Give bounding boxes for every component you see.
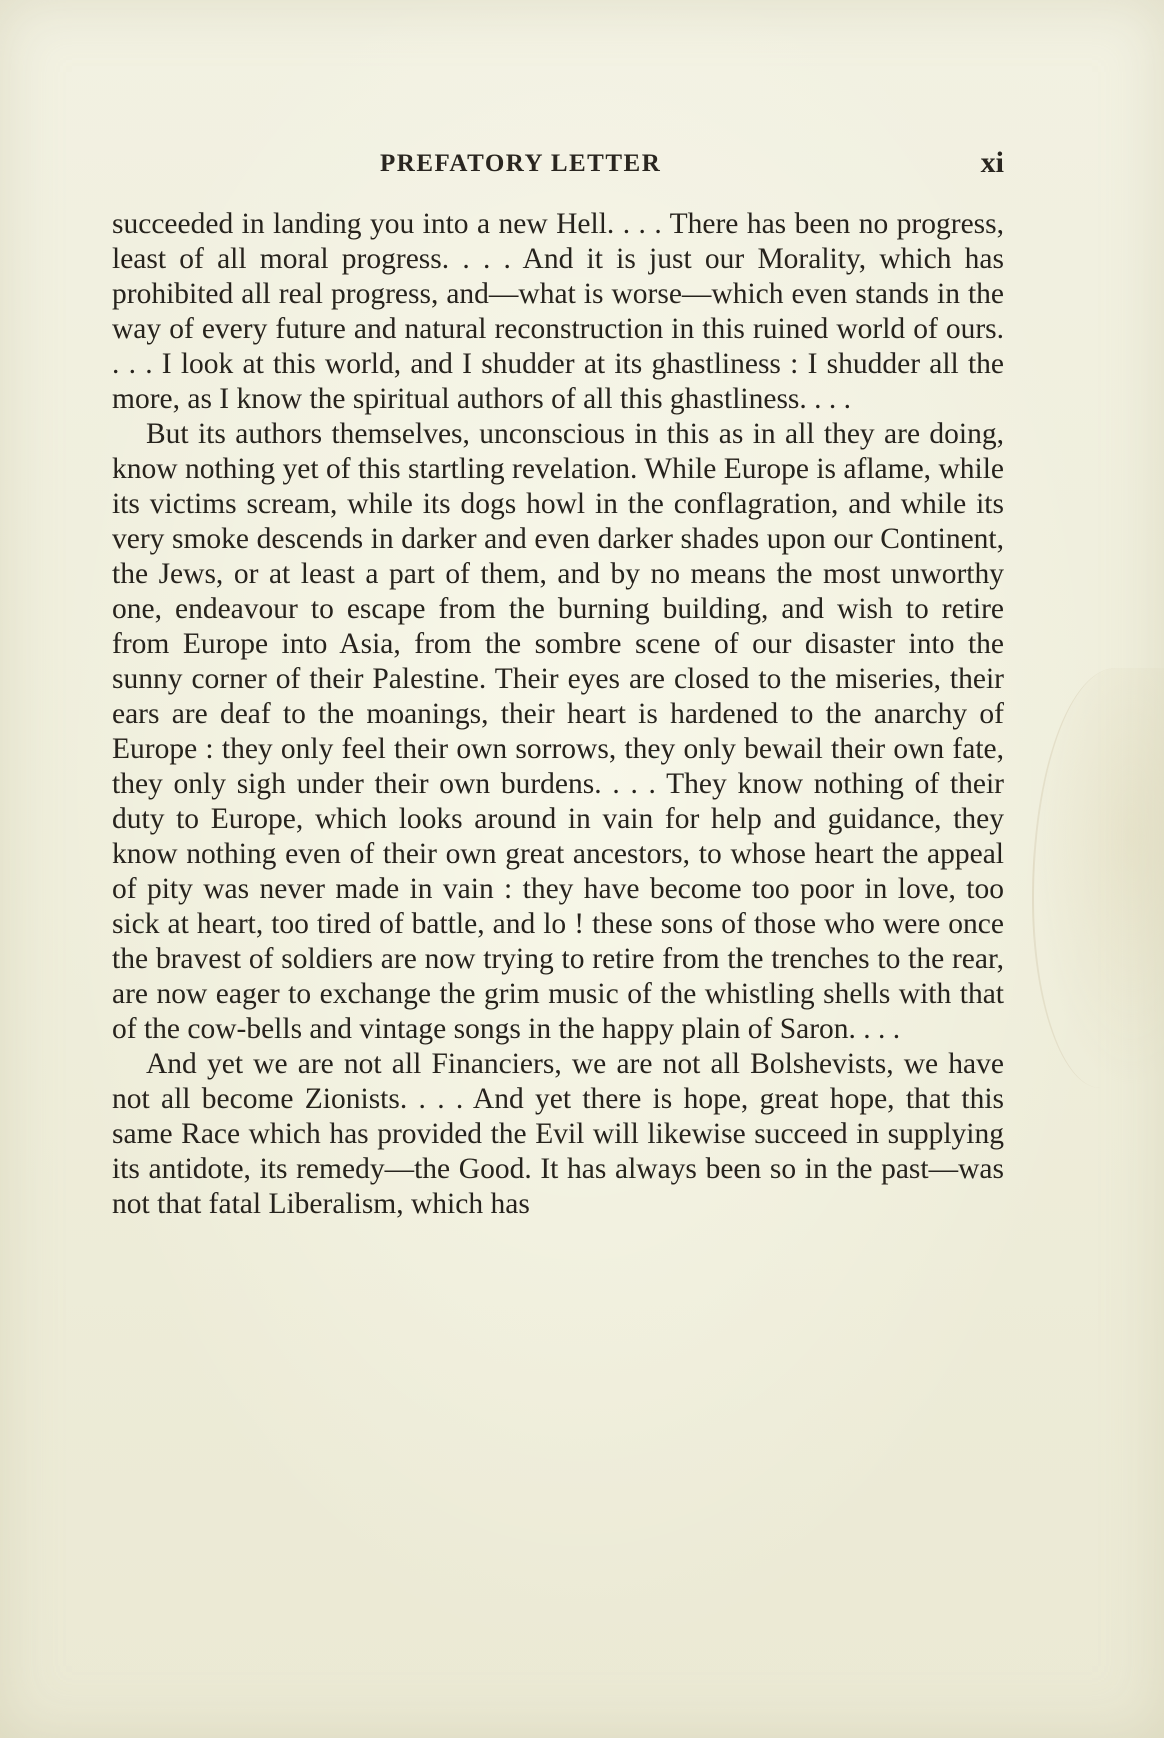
running-head [112,146,1004,184]
paragraph-authors: But its authors themselves, unconscious in this as in all they are doing, know nothing yet of this startling revelation. While Europe is aflame, while its victims scream, while its dogs howl in the conflagration, and while its very smoke descends in darker and even darker shades upon our Continent, the Jews, or at least a part of them, and by no means the most unworthy one, endeavour to escape from the burning building, and wish to retire from Europe into Asia, from the sombre scene of our disaster into the sunny corner of their Palestine. Their eyes are closed to the miseries, their ears are deaf to the moanings, their heart is hardened to the anarchy of Europe : they only feel their own sorrows, they only bewail their own fate, they only sigh under their own burdens. . . . They know nothing of their duty to Europe, which looks around in vain for help and guidance, they know nothing even of their own great ancestors, to whose heart the appeal of pity was never made in vain : they have become too poor in love, too sick at heart, too tired of battle, and lo ! these sons of those who were once the bravest of soldiers are now trying to retire from the trenches to the rear, are now eager to exchange the grim music of the whistling shells with that of the cow-bells and vintage songs in the happy plain of Saron. . . . [112,418,1004,1045]
running-title: PREFATORY LETTER [380,150,662,177]
paragraph-continuation: succeeded in landing you into a new Hell. . . . There has been no progress, least of all moral progress. . . . And it is just our Morality, which has prohibited all real progress, and—what is worse—which even stands in the way of every future and natural reconstruction in this ruined world of ours. . . . I look at this world, and I shudder at its ghastliness : I shudder all the more, as I know the spiritual authors of all this ghastliness. . . . [112,208,1004,415]
paper-stain [1032,668,1164,1088]
paragraph-hope: And yet we are not all Financiers, we are not all Bolshevists, we have not all become Zionists. . . . And yet there is hope, great hope, that this same Race which has provided the Evil will likewise succeed in supplying its antidote, its remedy—the Good. It has always been so in the past—was not that fatal Liberalism, which has [112,1048,1004,1220]
page-number: xi [980,146,1004,179]
body-text [112,207,1004,1222]
